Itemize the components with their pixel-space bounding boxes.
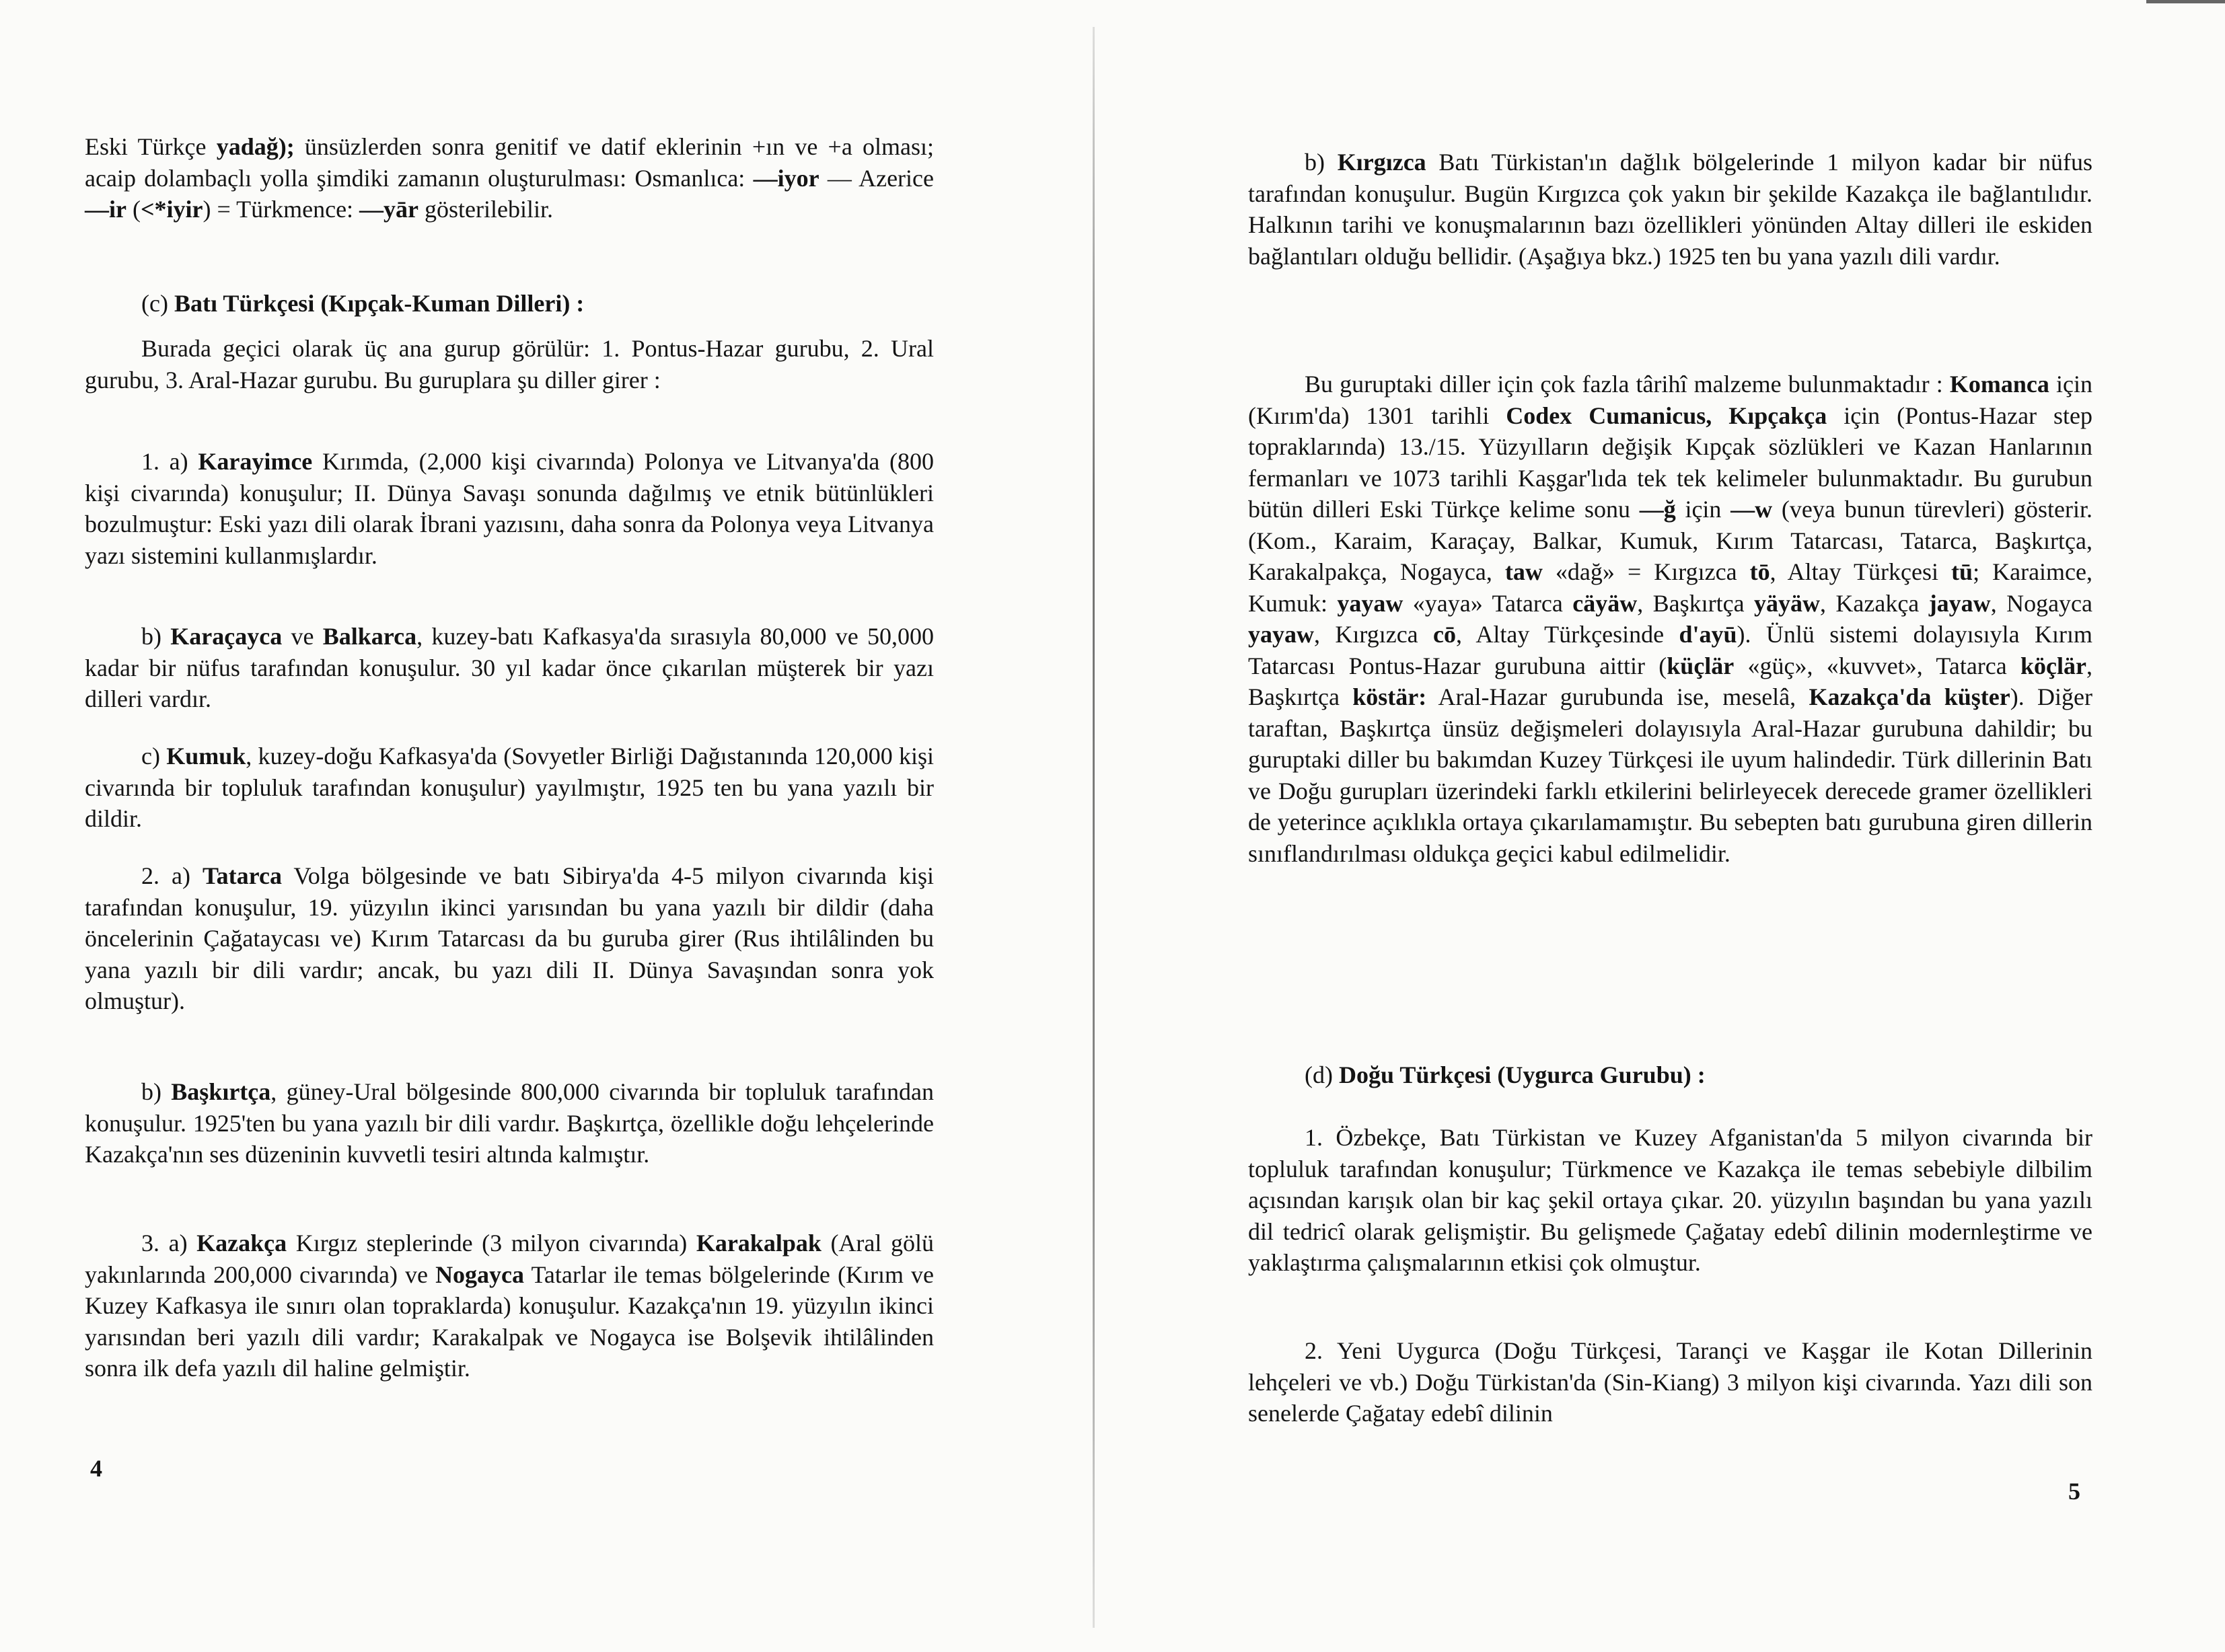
paragraph-karacayca: b) Karaçayca ve Balkarca, kuzey-batı Kafkasya'da sırasıyla 80,000 ve 50,000 kadar bir nüfus tarafından konuşulur. 30 yıl kadar önce çıkarılan müşterek bir yazı dilleri vardır. <box>85 623 934 712</box>
section-heading-d: (d) Doğu Türkçesi (Uygurca Gurubu) : <box>1305 1061 1706 1088</box>
paragraph-kazakca: 3. a) Kazakça Kırgız steplerinde (3 milyon civarında) Karakalpak (Aral gölü yakınlarında 200,000 civarında) ve Nogayca Tatarlar ile temas bölgelerinde (Kırım ve Kuzey Kafkasya ile sınırı olan topraklarda) konuşulur. Kazakça'nın 19. yüzyılın ikinci yarısından beri yazılı dili vardır; Karakalpak ve Nogayca ise Bolşevik ihtilâlinden sonra ilk defa yazılı dil haline gelmiştir. <box>85 1230 934 1382</box>
page-number-left: 4 <box>90 1455 102 1482</box>
paragraph-burada: Burada geçici olarak üç ana gurup görülür: 1. Pontus-Hazar gurubu, 2. Ural gurubu, 3. Aral-Hazar gurubu. Bu guruplara şu diller girer : <box>85 335 934 393</box>
paragraph-karayimce: 1. a) Karayimce Kırımda, (2,000 kişi civarında) Polonya ve Litvanya'da (800 kişi civarında) konuşulur; II. Dünya Savaşı sonunda dağılmış ve etnik bütünlükleri bozulmuştur: Eski yazı dili olarak İbrani yazısını, daha sonra da Polonya veya Litvanya yazı sistemini kullanmışlardır. <box>85 448 935 569</box>
left-page <box>0 0 1097 1652</box>
page-number-right: 5 <box>2068 1478 2080 1505</box>
paragraph-bu-guruptaki: Bu guruptaki diller için çok fazla târihî malzeme bulunmaktadır : Komanca için (Kırım'da) 1301 tarihli Codex Cumanicus, Kıpçakça için (Pontus-Hazar step topraklarında) 13./15. Yüzyılların değişik Kıpçak sözlükleri ve Kazan Hanlarının fermanları ve 1073 tarihli Kaşgar'lıda tek tek kelimeler bulunmaktadır. Bu gurubun bütün dilleri Eski Türkçe kelime sonu —ğ için —w (veya bunun türevleri) gösterir. (Kom., Karaim, Karaçay, Balkar, Kumuk, Kırım Tatarcası, Tatarca, Başkırtça, Karakalpakça, Nogayca, taw «dağ» = Kırgızca tō, Altay Türkçesi tū; Karaimce, Kumuk: yayaw «yaya» Tatarca cäyäw, Başkırtça yäyäw, Kazakça jayaw, Nogayca yayaw, Kırgızca cō, Altay Türkçesinde d'ayū). Ünlü sistemi dolayısıyla Kırım Tatarcası Pontus-Hazar gurubuna aittir (küçlär «güç», «kuvvet», Tatarca köçlär, Başkırtça köstär: Aral-Hazar gurubunda ise, meselâ, Kazakça'da küşter). Diğer taraftan, Başkırtça ünsüz değişmeleri dolayısıyla Aral-Hazar gurubuna dahildir; bu guruptaki diller bu bakımdan Kuzey Türkçesi ile uyum halindedir. Türk dillerinin Batı ve Doğu gurupları üzerindeki farklı etkilerini belirleyecek derecede gramer özellikleri de yeterince açıklıkla ortaya çıkarılamamıştır. Bu sebepten batı gurubuna giren dillerin sınıflandırılması oldukça geçici kabul edilmelidir. <box>1248 371 2093 867</box>
paragraph-eski-turkce: Eski Türkçe yadağ); ünsüzlerden sonra genitif ve datif eklerinin +ın ve +a olması; acaip dolambaçlı yolla şimdiki zamanın oluşturulması: Osmanlıca: —iyor — Azerice —ir (<*iyir) = Türkmence: —yār gösterilebilir. <box>85 133 934 223</box>
paragraph-yeni-uygurca: 2. Yeni Uygurca (Doğu Türkçesi, Tarançi ve Kaşgar ile Kotan Dillerinin lehçeleri ve vb.) Doğu Türkistan'da (Sin-Kiang) 3 milyon kişi civarında. Yazı dili son senelerde Çağatay edebî dilinin <box>1248 1337 2092 1427</box>
right-page <box>1103 0 2225 1652</box>
paragraph-tatarca: 2. a) Tatarca Volga bölgesinde ve batı Sibirya'da 4-5 milyon civarında kişi tarafından konuşulur, 19. yüzyılın ikinci yarısından bu yana yazılı bir dildir (daha öncelerinin Çağataycası ve) Kırım Tatarcası da bu guruba girer (Rus ihtilâlinden bu yana yazılı bir dili vardır; ancak, bu yazı dili II. Dünya Savaşından sonra yok olmuştur). <box>85 862 934 1014</box>
paragraph-kumuk: c) Kumuk, kuzey-doğu Kafkasya'da (Sovyetler Birliği Dağıstanında 120,000 kişi civarında bir topluluk tarafından konuşulur) yayılmıştır, 1925 ten bu yana yazılı bir dildir. <box>85 743 934 832</box>
paragraph-baskirtca: b) Başkırtça, güney-Ural bölgesinde 800,000 civarında bir topluluk tarafından konuşulur. 1925'ten bu yana yazılı bir dili vardır. Başkırtça, özellikle doğu lehçelerinde Kazakça'nın ses düzeninin kuvvetli tesiri altında kalmıştır. <box>85 1078 934 1168</box>
book-gutter <box>1093 27 1095 1628</box>
paragraph-ozbekce: 1. Özbekçe, Batı Türkistan ve Kuzey Afganistan'da 5 milyon civarında bir topluluk tarafından konuşulur; Türkmence ve Kazakça ile temas sebebiyle dilbilim açısından karışık olan bir kaç şekil ortaya çıkar. 20. yüzyılın başından bu yana yazılı dil tedricî olarak gelişmiştir. Bu gelişmede Çağatay edebî dilinin modernleştirme ve yaklaştırma çalışmalarının etkisi çok olmuştur. <box>1248 1124 2092 1276</box>
paragraph-kirgizca: b) Kırgızca Batı Türkistan'ın dağlık bölgelerinde 1 milyon kadar bir nüfus tarafından konuşulur. Bugün Kırgızca çok yakın bir şekilde Kazakça ile bağlantılıdır. Halkının tarihi ve konuşmalarının bazı özellikleri yönünden Altay dilleri ile eskiden bağlantıları olduğu bellidir. (Aşağıya bkz.) 1925 ten bu yana yazılı dili vardır. <box>1248 149 2092 270</box>
section-heading-c: (c) Batı Türkçesi (Kıpçak-Kuman Dilleri) : <box>141 290 585 317</box>
